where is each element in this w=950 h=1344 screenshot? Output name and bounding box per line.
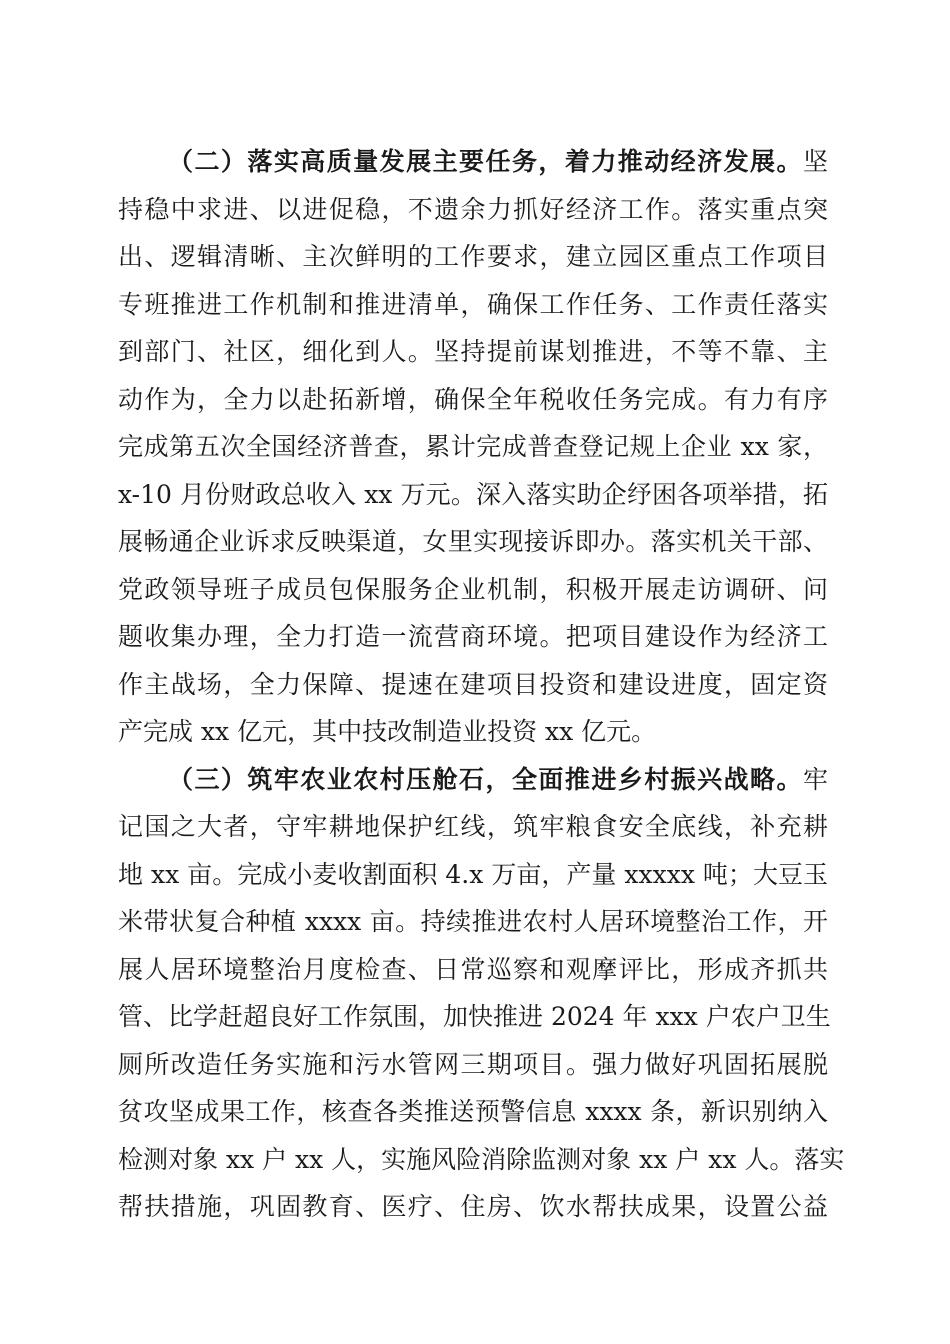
paragraph-line: 到部门、社区，细化到人。坚持提前谋划推进，不等不靠、主 xyxy=(118,337,828,366)
paragraph-line: 产完成 xx 亿元，其中技改制造业投资 xx 亿元。 xyxy=(118,717,657,746)
paragraph-line: 帮扶措施，巩固教育、医疗、住房、饮水帮扶成果，设置公益 xyxy=(118,1192,828,1221)
paragraph-line: 完成第五次全国经济普查，累计完成普查登记规上企业 xx 家， xyxy=(118,432,828,461)
paragraph-line: 专班推进工作机制和推进清单，确保工作任务、工作责任落实 xyxy=(118,290,828,319)
section2-heading-tail: 坚 xyxy=(802,147,828,176)
paragraph-line: 展人居环境整治月度检查、日常巡察和观摩评比，形成齐抓共 xyxy=(118,955,828,984)
paragraph-line: 管、比学赶超良好工作氛围，加快推进 2024 年 xxx 户农户卫生 xyxy=(118,1002,831,1031)
paragraph-line: x-10 月份财政总收入 xx 万元。深入落实助企纾困各项举措，拓 xyxy=(118,480,828,509)
paragraph-line: 持稳中求进、以进促稳，不遗余力抓好经济工作。落实重点突 xyxy=(118,195,828,224)
section2-heading: （二）落实高质量发展主要任务，着力推动经济发展。 xyxy=(168,147,803,176)
paragraph-line: 作主战场，全力保障、提速在建项目投资和建设进度，固定资 xyxy=(118,670,828,699)
paragraph-line: 党政领导班子成员包保服务企业机制，积极开展走访调研、问 xyxy=(118,575,828,604)
paragraph-line: 厕所改造任务实施和污水管网三期项目。强力做好巩固拓展脱 xyxy=(118,1050,828,1079)
section3-first-line xyxy=(168,764,828,796)
paragraph-line: 检测对象 xx 户 xx 人，实施风险消除监测对象 xx 户 xx 人。落实 xyxy=(118,1145,845,1174)
paragraph-line: 米带状复合种植 xxxx 亩。持续推进农村人居环境整治工作，开 xyxy=(118,907,828,936)
paragraph-line: 贫攻坚成果工作，核查各类推送预警信息 xxxx 条，新识别纳入 xyxy=(118,1097,828,1126)
paragraph-line: 动作为，全力以赴拓新增，确保全年税收任务完成。有力有序 xyxy=(118,385,828,414)
paragraph-line: 出、逻辑清晰、主次鲜明的工作要求，建立园区重点工作项目 xyxy=(118,242,828,271)
section3-heading-tail: 牢 xyxy=(802,765,828,794)
section2-first-line xyxy=(168,146,828,178)
paragraph-line: 展畅通企业诉求反映渠道，女里实现接诉即办。落实机关干部、 xyxy=(118,527,828,556)
paragraph-line: 地 xx 亩。完成小麦收割面积 4.x 万亩，产量 xxxxx 吨；大豆玉 xyxy=(118,860,828,889)
section3-heading: （三）筑牢农业农村压舱石，全面推进乡村振兴战略。 xyxy=(168,765,803,794)
paragraph-line: 记国之大者，守牢耕地保护红线，筑牢粮食安全底线，补充耕 xyxy=(118,812,828,841)
paragraph-line: 题收集办理，全力打造一流营商环境。把项目建设作为经济工 xyxy=(118,622,828,651)
